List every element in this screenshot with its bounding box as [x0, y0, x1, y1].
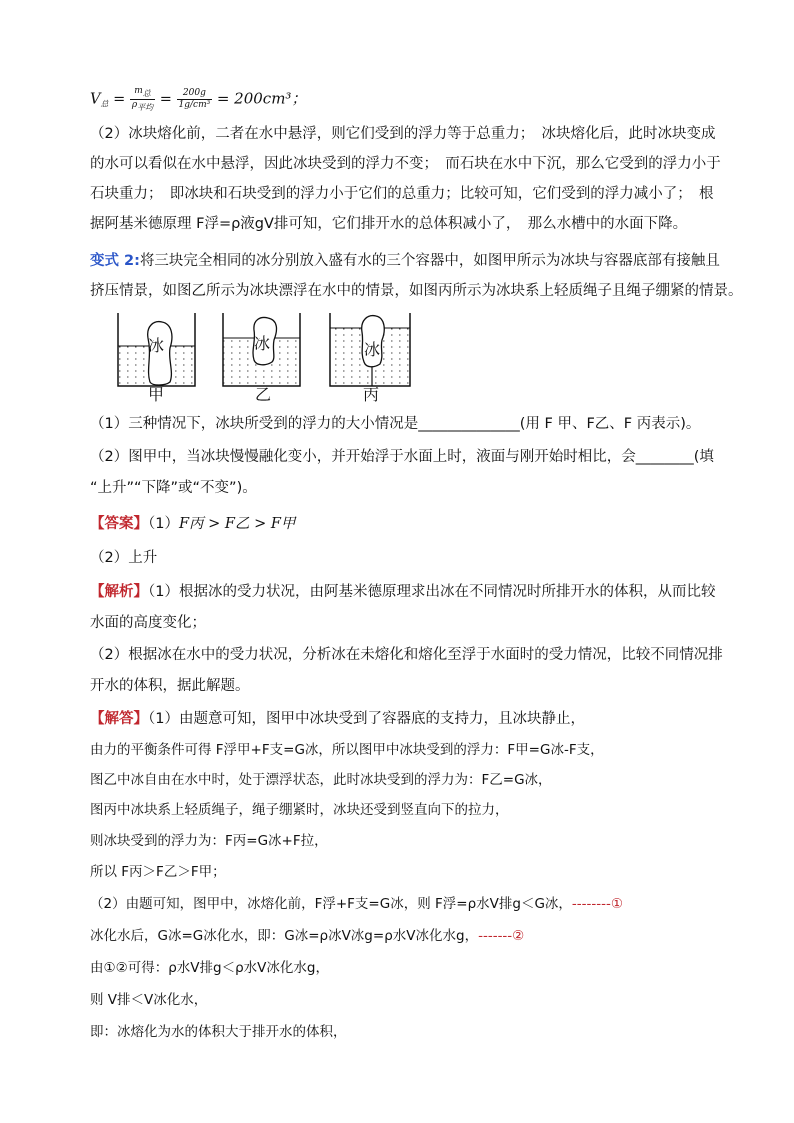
- answer-1-prefix: （1）: [148, 516, 179, 532]
- solution-line-10: 则 V排＜V冰化水，: [90, 992, 208, 1008]
- variant-line-1: [90, 251, 720, 271]
- solution-line-1: [90, 709, 585, 729]
- solution-line-9: 由①②可得：ρ水V排g＜ρ水V冰化水g，: [90, 960, 329, 976]
- volume-formula: [90, 86, 306, 115]
- caption-yi: 乙: [255, 385, 272, 404]
- answer-line-1: [90, 514, 295, 534]
- ice-label-bing: 冰: [364, 340, 381, 359]
- solution-line-11: 即：冰熔化为水的体积大于排开水的体积，: [90, 1024, 347, 1040]
- solution-line-8: [90, 926, 524, 946]
- solution-line-5: 则冰块受到的浮力为：F丙=G冰+F拉，: [90, 833, 328, 849]
- analysis-tag: 【解析】: [90, 584, 148, 600]
- formula-lhs: V: [90, 91, 101, 108]
- analysis-line-3: （2）根据冰在水中的受力状况，分析冰在未熔化和熔化至浮于水面时的受力情况，比较不同情况排: [90, 647, 723, 663]
- para2-line-2: 的水可以看似在水中悬浮，因此冰块受到的浮力不变； 而石块在水中下沉，那么它受到的浮力小于: [90, 156, 721, 172]
- question-1: （1）三种情况下，冰块所受到的浮力的大小情况是______________(用 F 甲、F乙、F 丙表示)。: [90, 416, 701, 432]
- ice-label-jia: 冰: [148, 336, 165, 355]
- analysis-line-1: [90, 582, 715, 602]
- solution-line-7: [90, 894, 623, 914]
- variant-text-1: 将三块完全相同的冰分别放入盛有水的三个容器中，如图甲所示为冰块与容器底部有接触且: [139, 253, 720, 269]
- solution-text-1: （1）由题意可知，图甲中冰块受到了容器底的支持力，且冰块静止，: [148, 711, 585, 727]
- formula-result: = 200cm³；: [216, 89, 307, 108]
- formula-lhs-sub: 总: [100, 99, 109, 109]
- solution-tag: 【解答】: [90, 711, 148, 727]
- para2-line-1: （2）冰块熔化前，二者在水中悬浮，则它们受到的浮力等于总重力； 冰块熔化后，此时冰块变成: [90, 126, 716, 142]
- caption-bing: 丙: [363, 385, 380, 404]
- para2-line-4: 据阿基米德原理 F浮=ρ液gV排可知，它们排开水的总体积减小了， 那么水槽中的水面下降。: [90, 216, 688, 232]
- solution-line-2: 由力的平衡条件可得 F浮甲+F支=G冰，所以图甲中冰块受到的浮力：F甲=G冰-F支，: [90, 742, 604, 758]
- formula-fraction-1: [130, 86, 155, 113]
- answer-tag: 【答案】: [90, 516, 148, 532]
- frac1-num: m: [134, 86, 143, 96]
- solution-line-6: 所以 F丙＞F乙＞F甲；: [90, 864, 226, 880]
- analysis-text-1: （1）根据冰的受力状况，由阿基米德原理求出冰在不同情况时所排开水的体积，从而比较: [148, 584, 716, 600]
- solution-text-8: 冰化水后，G冰=G冰化水，即：G冰=ρ冰V冰g=ρ水V冰化水g，: [90, 928, 479, 944]
- equation-mark-1: --------①: [571, 896, 623, 912]
- frac1-num-sub: 总: [142, 89, 151, 98]
- solution-text-7: （2）由题可知，图甲中，冰熔化前，F浮+F支=G冰，则 F浮=ρ水V排g＜G冰，: [90, 896, 572, 912]
- answer-2: （2）上升: [90, 550, 158, 566]
- para2-line-3: 石块重力； 即冰块和石块受到的浮力小于它们的总重力；比较可知，它们受到的浮力减小了； 根: [90, 186, 714, 202]
- equation-mark-2: -------②: [478, 928, 525, 944]
- frac1-den-sub: 平均: [137, 103, 154, 112]
- frac2-num: 200g: [177, 88, 213, 100]
- formula-eq: =: [113, 91, 126, 108]
- formula-eq-2: =: [159, 91, 172, 108]
- formula-fraction-2: [177, 88, 213, 111]
- variant-line-2: 挤压情景，如图乙所示为冰块漂浮在水中的情景，如图丙所示为冰块系上轻质绳子且绳子绷紧的情景。: [90, 283, 743, 299]
- caption-jia: 甲: [148, 385, 165, 404]
- analysis-line-2: 水面的高度变化；: [90, 615, 206, 631]
- answer-1-formula: F丙 > F乙 > F甲: [178, 516, 296, 532]
- solution-line-3: 图乙中冰自由在水中时，处于漂浮状态，此时冰块受到的浮力为：F乙=G冰，: [90, 772, 552, 788]
- frac2-den: 1g/cm³: [178, 100, 211, 110]
- solution-line-4: 图丙中冰块系上轻质绳子，绳子绷紧时，冰块还受到竖直向下的拉力，: [90, 802, 509, 818]
- question-2a: （2）图甲中，当冰块慢慢融化变小，并开始浮于水面上时，液面与刚开始时相比，会________(填: [90, 449, 714, 465]
- variant-label: 变式 2:: [90, 253, 140, 269]
- analysis-line-4: 开水的体积，据此解题。: [90, 678, 250, 694]
- question-2b: “上升”“下降”或“不变”)。: [90, 480, 257, 496]
- ice-label-yi: 冰: [254, 334, 271, 353]
- frac1-den: ρ: [131, 100, 138, 110]
